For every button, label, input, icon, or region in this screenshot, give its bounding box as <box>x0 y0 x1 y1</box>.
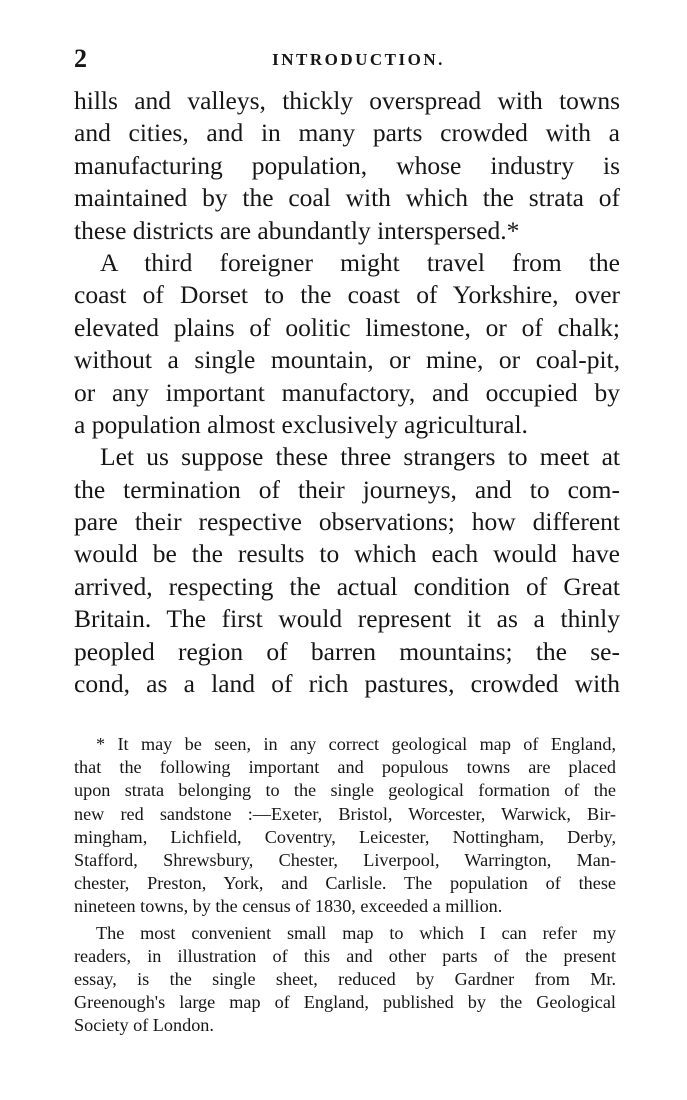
body-line: a population almost exclusively agricultural. <box>74 409 528 439</box>
body-line: without a single mountain, or mine, or coal-pit, <box>74 345 620 375</box>
body-line: hills and valleys, thickly overspread with towns <box>74 86 620 115</box>
body-line: arrived, respecting the actual condition of Great <box>74 571 620 601</box>
page-number: 2 <box>74 44 87 73</box>
paragraph-start-line: Let us suppose these three strangers to meet at <box>100 442 620 472</box>
body-line: manufacturing population, whose industry is <box>74 150 620 180</box>
footnote-line: Stafford, Shrewsbury, Chester, Liverpool, Warrington, Man- <box>74 849 616 870</box>
footnote-line: nineteen towns, by the census of 1830, exceeded a million. <box>74 896 503 917</box>
body-line: the termination of their journeys, and to com- <box>74 474 620 504</box>
footnote <box>74 733 616 1037</box>
footnote-line: essay, is the single sheet, reduced by Gardner from Mr. <box>74 968 616 989</box>
paragraph-start-line: A third foreigner might travel from the <box>100 247 620 277</box>
running-head <box>74 44 619 74</box>
footnote-line: Society of London. <box>74 1015 214 1036</box>
body-line: peopled region of barren mountains; the se- <box>74 636 620 666</box>
footnote-line: new red sandstone :—Exeter, Bristol, Worcester, Warwick, Bir- <box>74 803 616 824</box>
body-text <box>74 85 620 700</box>
footnote-line: readers, in illustration of this and other parts of the present <box>74 945 616 966</box>
body-line: pare their respective observations; how different <box>74 507 620 537</box>
footnote-line: Greenough's large map of England, published by the Geological <box>74 992 616 1013</box>
running-title: INTRODUCTION. <box>272 50 445 69</box>
body-line: coast of Dorset to the coast of Yorkshire, over <box>74 280 620 310</box>
body-line: elevated plains of oolitic limestone, or of chalk; <box>74 312 620 342</box>
body-line: these districts are abundantly interspersed.* <box>74 215 520 245</box>
body-line: maintained by the coal with which the strata of <box>74 183 620 213</box>
footnote-line: that the following important and populous towns are placed <box>74 757 616 778</box>
footnote-line: upon strata belonging to the single geological formation of the <box>74 780 616 801</box>
body-line: and cities, and in many parts crowded with a <box>74 118 620 148</box>
footnote-line: * It may be seen, in any correct geological map of England, <box>96 734 616 754</box>
body-line: cond, as a land of rich pastures, crowded with <box>74 669 620 699</box>
footnote-line: The most convenient small map to which I can refer my <box>96 922 616 943</box>
footnote-line: mingham, Lichfield, Coventry, Leicester, Nottingham, Derby, <box>74 826 616 847</box>
body-line: would be the results to which each would have <box>74 539 620 569</box>
footnote-line: chester, Preston, York, and Carlisle. The population of these <box>74 873 616 894</box>
body-line: or any important manufactory, and occupied by <box>74 377 620 407</box>
body-line: Britain. The first would represent it as a thinly <box>74 604 620 634</box>
